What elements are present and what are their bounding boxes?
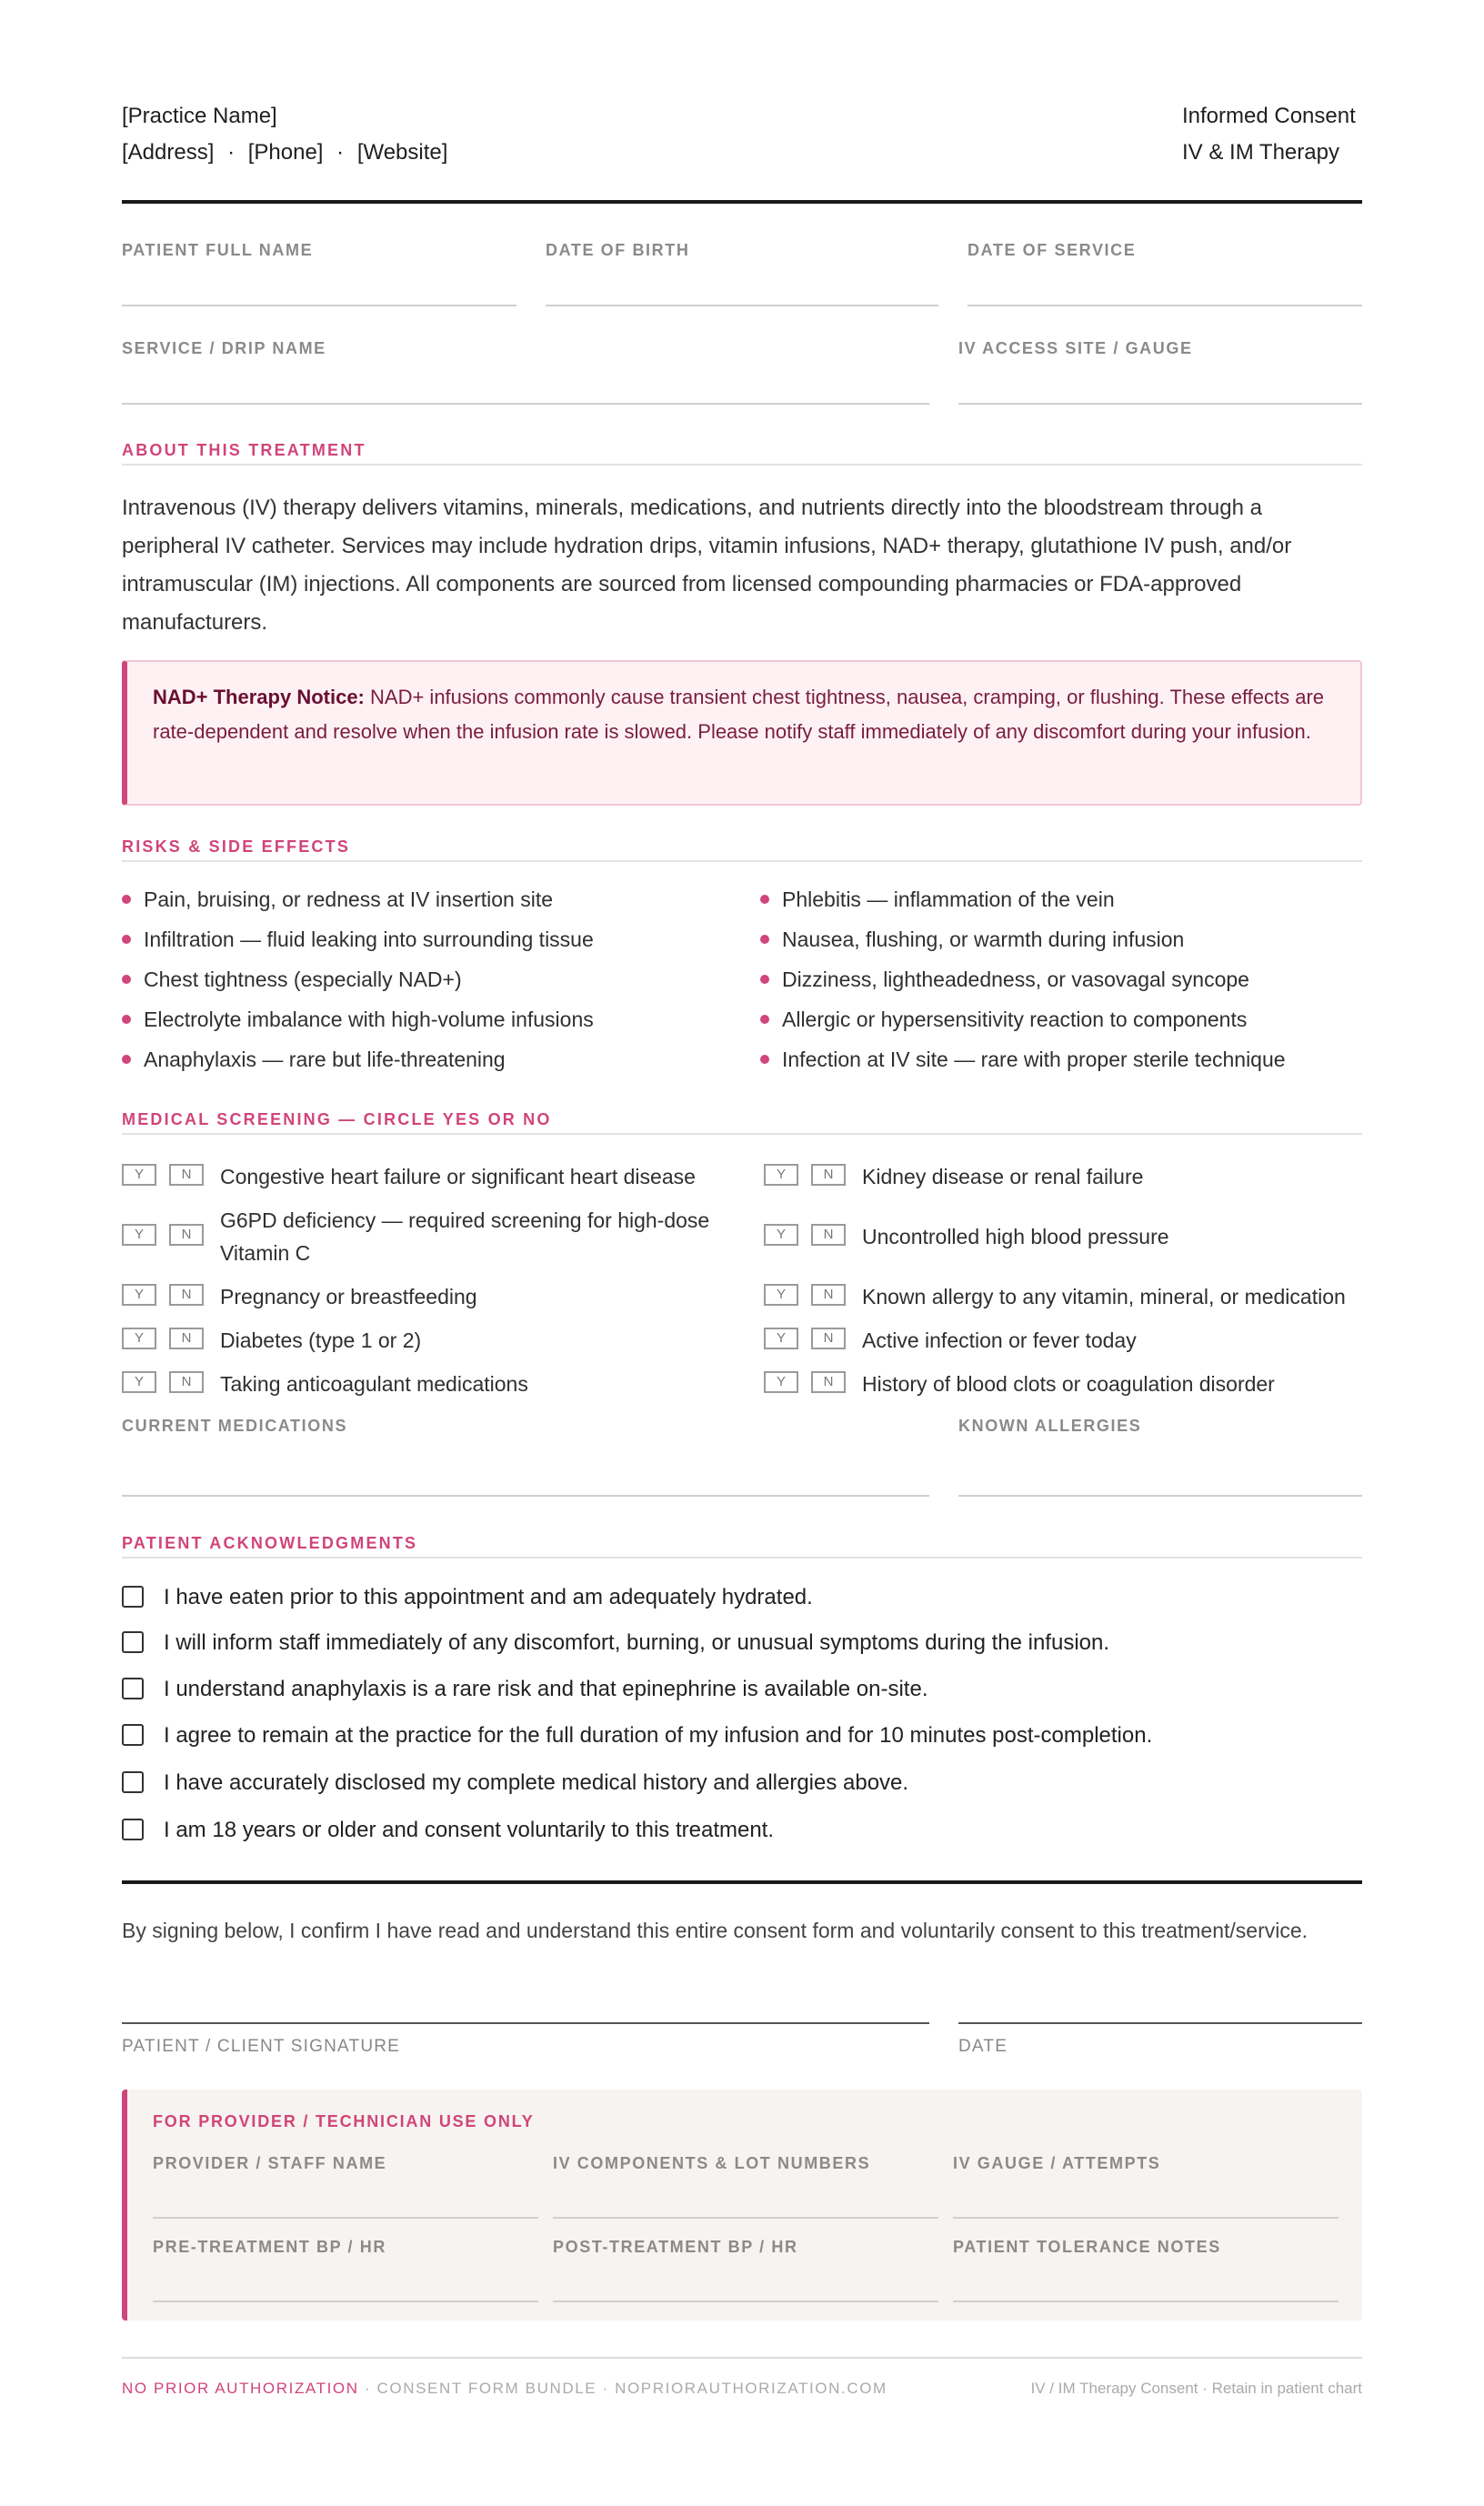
- screening-row: Y N Known allergy to any vitamin, mineral, or medication: [764, 1284, 1362, 1320]
- no-option[interactable]: N: [811, 1371, 846, 1393]
- access-site-label: IV ACCESS SITE / GAUGE: [958, 339, 1193, 357]
- yes-option[interactable]: Y: [122, 1328, 156, 1349]
- acknowledgments-section-heading: PATIENT ACKNOWLEDGMENTS: [122, 1533, 1362, 1559]
- consent-form: [Practice Name] [Address] · [Phone] · [Website] Informed Consent IV & IM Therapy PATIENT FULL NAME DATE OF BIRTH DATE OF SERVICE SERVICE / DRIP NAME IV ACCESS SITE / GAUGE ABOUT THIS TREATMENT Intravenous (IV) therapy delivers vitamins, minerals, medications, and nutrients directly into the bloodstream through a peripheral IV catheter. Services may include hydration drips, vitamin infusions, NAD+ therapy, glutathione IV push, and/or intramuscular (IM) injections. All components are sourced from licensed compounding pharmacies or FDA-approved manufacturers. NAD+ Therapy Notice: NAD+ infusions commonly cause transient chest tightness, nausea, cramping, or flushing. These effects are rate-dependent and resolve when the infusion rate is slowed. Please notify staff immediately of any discomfort during your infusion. RISKS & SIDE EFFECTS Pain, bruising, or redness at IV insertion site Infiltration — fluid leaking into surrounding tissue Chest tightness (especially NAD+) Electrolyte imbalance with high-volume infusions Anaphylaxis — rare but life-threatening Phlebitis — inflammation of the vein Nausea, flushing, or warmth during infusion Dizziness, lightheadedness, or vasovagal syncope Allergic or hypersensitivity reaction to components Infection at IV site — rare with proper sterile technique MEDICAL SCREENING — CIRCLE YES OR NO Y N Congestive heart failure or significant heart disease Y N G6PD deficiency — required screening for high-dose Vitamin C Y N Pregnancy or breastfeeding Y N Diabetes (type 1 or 2) Y N Taking anticoagulant medications Y N Kidney disease or renal failure Y N Uncontrolled high blood pressure Y N Known allergy to any vitamin, mineral, or medication Y N Active infection or fever today Y N History of blood clots or coagulation disorder CURRENT MEDICATIONS KNOWN ALLERGIES PATIENT ACKNOWLEDGMENTS I have eaten prior to this appointment and am adequately hydrated. I will inform staff immediately of any discomfort, burning, or unusual symptoms during the infusion. I understand anaphylaxis is a rare risk and that epinephrine is available on-site. I agree to remain at the practice for the full duration of my infusion and for 10 minutes post-completion. I have accurately disclosed my complete medical history and allergies above. I am 18 years or older and consent voluntarily to this treatment. By signing below, I confirm I have read and understand this entire consent form and voluntarily consent to this treatment/service. PATIENT / CLIENT SIGNATURE DATE FOR PROVIDER / TECHNICIAN USE ONLY PROVIDER / STAFF NAME IV COMPONENTS & LOT NUMBERS IV GAUGE / ATTEMPTS PRE-TREATMENT BP / HR POST-TREATMENT BP / HR PATIENT TOLERANCE NOTES NO PRIOR AUTHORIZATION · CONSENT FORM BUNDLE · NOPRIORAUTHORIZATION.COM IV / IM Therapy Consent · Retain in patient chart: [122, 104, 1362, 2397]
- no-option[interactable]: N: [169, 1371, 204, 1393]
- bullet-icon: [760, 975, 769, 984]
- bullet-icon: [122, 935, 131, 944]
- yes-option[interactable]: Y: [764, 1328, 798, 1349]
- nad-notice: [122, 660, 1362, 806]
- signature-date-field[interactable]: [958, 2022, 1362, 2024]
- signature-divider: [122, 1880, 1362, 1884]
- bullet-icon: [122, 1015, 131, 1024]
- acknowledgment-item: I agree to remain at the practice for the full duration of my infusion and for 10 minutes post-completion.: [122, 1722, 1362, 1755]
- bullet-icon: [760, 895, 769, 904]
- provider-staff-field[interactable]: [153, 2217, 538, 2219]
- no-option[interactable]: N: [169, 1284, 204, 1306]
- screening-row: Y N Congestive heart failure or significant heart disease: [122, 1164, 749, 1200]
- dob-field[interactable]: [546, 305, 938, 306]
- practice-phone: [Phone]: [247, 140, 324, 165]
- post-bp-field[interactable]: [553, 2301, 938, 2302]
- practice-website: [Website]: [356, 140, 448, 165]
- acknowledgment-item: I have accurately disclosed my complete medical history and allergies above.: [122, 1769, 1362, 1802]
- yes-option[interactable]: Y: [764, 1371, 798, 1393]
- access-site-field[interactable]: [958, 403, 1362, 405]
- about-section-heading: ABOUT THIS TREATMENT: [122, 440, 1362, 466]
- screening-row: Y N History of blood clots or coagulation disorder: [764, 1371, 1362, 1408]
- bullet-icon: [122, 1055, 131, 1064]
- screening-row: Y N Kidney disease or renal failure: [764, 1164, 1362, 1200]
- yes-option[interactable]: Y: [122, 1371, 156, 1393]
- screening-row: Y N Active infection or fever today: [764, 1328, 1362, 1364]
- provider-section-title: FOR PROVIDER / TECHNICIAN USE ONLY: [153, 2112, 535, 2130]
- bullet-icon: [760, 935, 769, 944]
- service-name-field[interactable]: [122, 403, 929, 405]
- known-allergies-label: KNOWN ALLERGIES: [958, 1417, 1142, 1435]
- footer-right: IV / IM Therapy Consent · Retain in patient chart: [1030, 2380, 1362, 2397]
- notice-title: NAD+ Therapy Notice:: [153, 686, 365, 708]
- bullet-icon: [760, 1015, 769, 1024]
- yes-option[interactable]: Y: [764, 1164, 798, 1186]
- acknowledgment-item: I have eaten prior to this appointment and am adequately hydrated.: [122, 1584, 1362, 1617]
- patient-name-field[interactable]: [122, 305, 516, 306]
- footer-left: [122, 2379, 887, 2399]
- iv-gauge-label: IV GAUGE / ATTEMPTS: [953, 2154, 1161, 2172]
- patient-name-label: PATIENT FULL NAME: [122, 241, 314, 259]
- signature-date-label: DATE: [958, 2037, 1008, 2056]
- current-medications-label: CURRENT MEDICATIONS: [122, 1417, 348, 1435]
- signature-field[interactable]: [122, 2022, 929, 2024]
- acknowledgment-checkbox[interactable]: [122, 1819, 144, 1840]
- screening-row: Y N Pregnancy or breastfeeding: [122, 1284, 749, 1320]
- no-option[interactable]: N: [811, 1224, 846, 1246]
- yes-option[interactable]: Y: [122, 1164, 156, 1186]
- notice-text: NAD+ infusions commonly cause transient chest tightness, nausea, cramping, or flushing. These effects are rate-dependent and resolve when the infusion rate is slowed. Please notify staff immediately of any discomfort during your infusion.: [153, 686, 1325, 743]
- screening-section-heading: MEDICAL SCREENING — CIRCLE YES OR NO: [122, 1109, 1362, 1135]
- pre-bp-field[interactable]: [153, 2301, 538, 2302]
- yes-option[interactable]: Y: [764, 1284, 798, 1306]
- bullet-icon: [760, 1055, 769, 1064]
- signature-label: PATIENT / CLIENT SIGNATURE: [122, 2037, 401, 2056]
- acknowledgment-checkbox[interactable]: [122, 1586, 144, 1608]
- date-of-service-field[interactable]: [968, 305, 1362, 306]
- signature-confirmation: By signing below, I confirm I have read and understand this entire consent form and voluntarily consent to this treatment/service.: [122, 1919, 1309, 1942]
- screening-row: Y N Diabetes (type 1 or 2): [122, 1328, 749, 1364]
- acknowledgment-item: I understand anaphylaxis is a rare risk and that epinephrine is available on-site.: [122, 1676, 1362, 1709]
- yes-option[interactable]: Y: [122, 1284, 156, 1306]
- screening-row: Y N Taking anticoagulant medications: [122, 1371, 749, 1408]
- footer-divider: [122, 2357, 1362, 2359]
- no-option[interactable]: N: [169, 1224, 204, 1246]
- form-header: [122, 102, 1362, 204]
- acknowledgment-checkbox[interactable]: [122, 1678, 144, 1699]
- about-text: Intravenous (IV) therapy delivers vitamins, minerals, medications, and nutrients directly into the bloodstream through a peripheral IV catheter. Services may include hydration drips, vitamin infusions, NAD+ therapy, glutathione IV push, and/or intramuscular (IM) injections. All components are sourced from licensed compounding pharmacies or FDA-approved manufacturers.: [122, 496, 1292, 635]
- acknowledgment-checkbox[interactable]: [122, 1771, 144, 1793]
- screening-row: Y N G6PD deficiency — required screening for high-dose Vitamin C: [122, 1224, 749, 1260]
- iv-components-field[interactable]: [553, 2217, 938, 2219]
- post-bp-label: POST-TREATMENT BP / HR: [553, 2238, 798, 2256]
- no-option[interactable]: N: [169, 1328, 204, 1349]
- acknowledgment-checkbox[interactable]: [122, 1631, 144, 1653]
- service-name-label: SERVICE / DRIP NAME: [122, 339, 326, 357]
- no-option[interactable]: N: [811, 1284, 846, 1306]
- screening-row: Y N Uncontrolled high blood pressure: [764, 1224, 1362, 1260]
- practice-contact: [Address] · [Phone] · [Website]: [122, 140, 448, 165]
- form-title: Informed Consent: [1182, 104, 1356, 128]
- yes-option[interactable]: Y: [764, 1224, 798, 1246]
- acknowledgment-checkbox[interactable]: [122, 1724, 144, 1746]
- dob-label: DATE OF BIRTH: [546, 241, 690, 259]
- bullet-icon: [122, 895, 131, 904]
- tolerance-notes-field[interactable]: [953, 2301, 1339, 2302]
- no-option[interactable]: N: [169, 1164, 204, 1186]
- bullet-icon: [122, 975, 131, 984]
- footer-brand: NO PRIOR AUTHORIZATION: [122, 2380, 359, 2397]
- acknowledgment-item: I am 18 years or older and consent voluntarily to this treatment.: [122, 1817, 1362, 1849]
- date-of-service-label: DATE OF SERVICE: [968, 241, 1137, 259]
- provider-section: [122, 2090, 1362, 2321]
- pre-bp-label: PRE-TREATMENT BP / HR: [153, 2238, 386, 2256]
- provider-staff-label: PROVIDER / STAFF NAME: [153, 2154, 387, 2172]
- no-option[interactable]: N: [811, 1328, 846, 1349]
- current-medications-field[interactable]: [122, 1495, 929, 1497]
- iv-components-label: IV COMPONENTS & LOT NUMBERS: [553, 2154, 871, 2172]
- tolerance-notes-label: PATIENT TOLERANCE NOTES: [953, 2238, 1221, 2256]
- no-option[interactable]: N: [811, 1164, 846, 1186]
- form-subtitle: IV & IM Therapy: [1182, 140, 1339, 165]
- footer-bundle: · CONSENT FORM BUNDLE · NOPRIORAUTHORIZATION.COM: [358, 2380, 887, 2397]
- known-allergies-field[interactable]: [958, 1495, 1362, 1497]
- iv-gauge-field[interactable]: [953, 2217, 1339, 2219]
- practice-address: [Address]: [122, 140, 215, 165]
- yes-option[interactable]: Y: [122, 1224, 156, 1246]
- acknowledgment-item: I will inform staff immediately of any discomfort, burning, or unusual symptoms during the infusion.: [122, 1629, 1362, 1662]
- practice-name: [Practice Name]: [122, 104, 277, 128]
- risks-section-heading: RISKS & SIDE EFFECTS: [122, 837, 1362, 862]
